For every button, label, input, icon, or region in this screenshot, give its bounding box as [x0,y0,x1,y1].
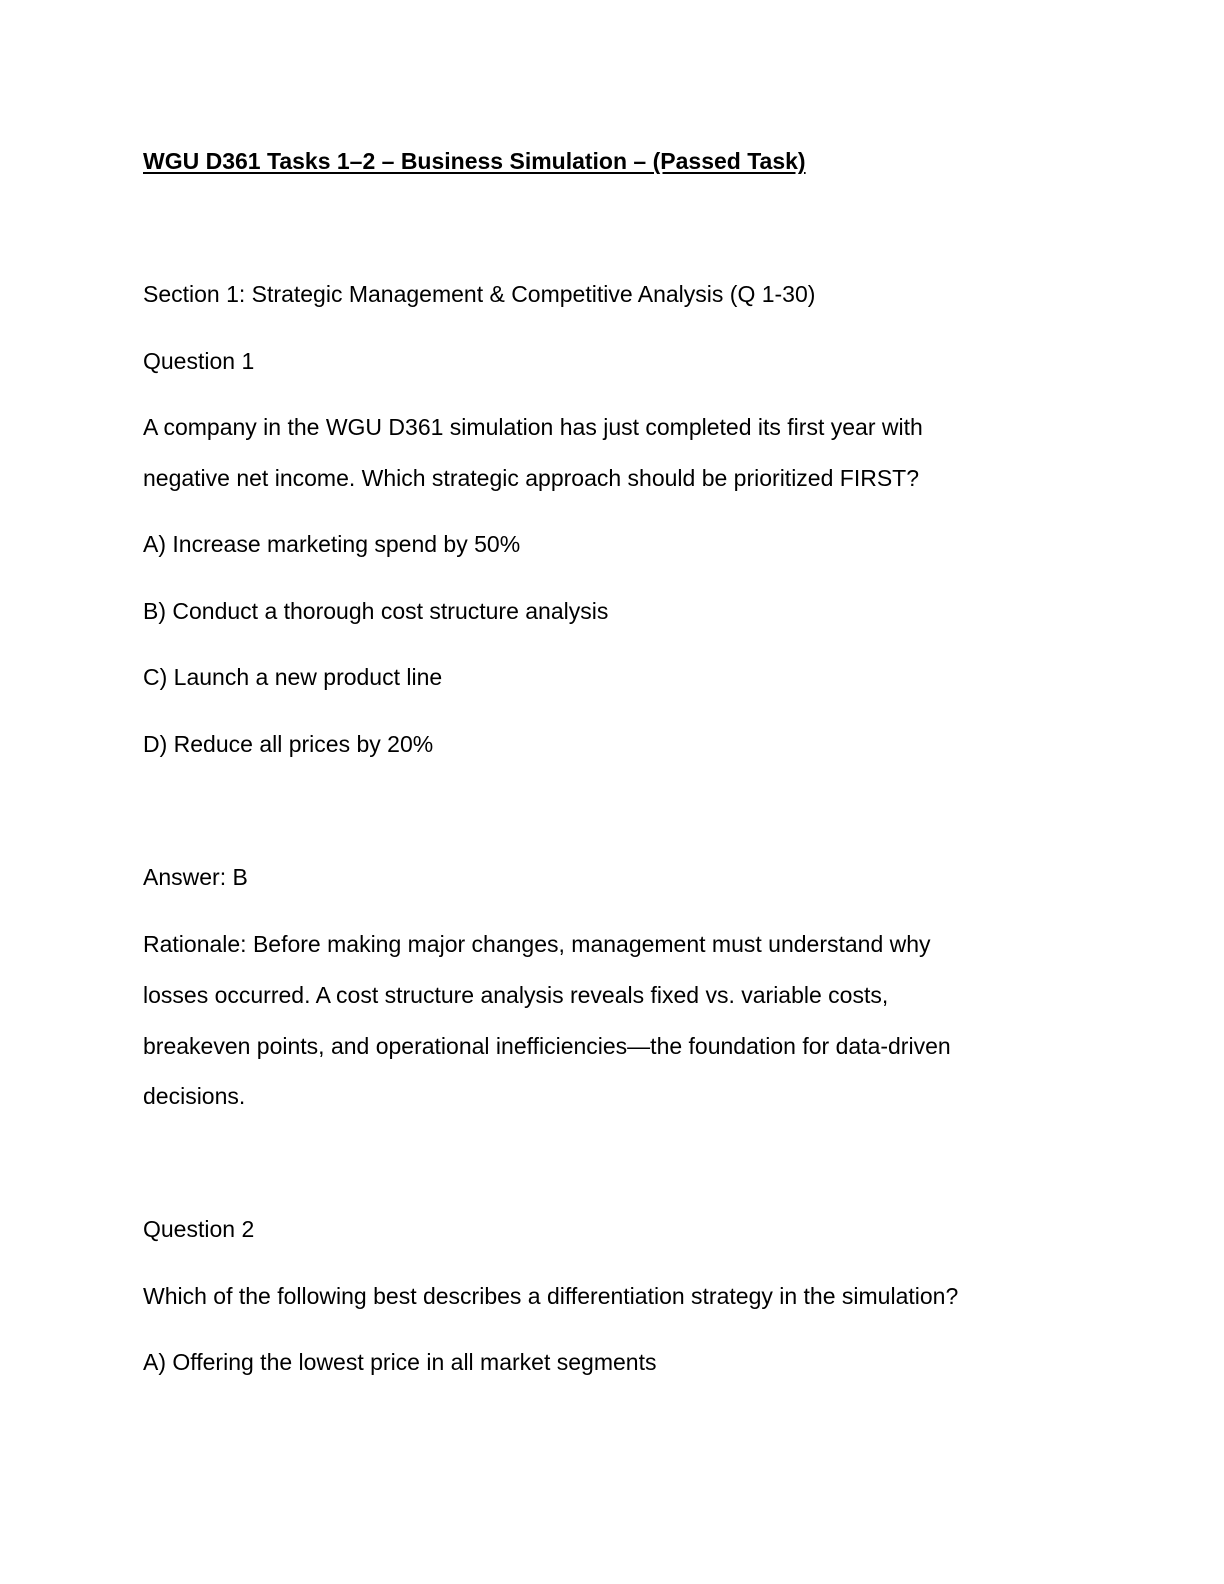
question-1-option-a: A) Increase marketing spend by 50% [143,531,521,557]
question-1-rationale-line-2: losses occurred. A cost structure analysis reveals fixed vs. variable costs, [143,982,889,1008]
question-2-label: Question 2 [143,1216,255,1242]
question-2-option-a: A) Offering the lowest price in all market segments [143,1349,657,1375]
question-1-stem-line-2: negative net income. Which strategic approach should be prioritized FIRST? [143,465,920,491]
question-1-label: Question 1 [143,348,255,374]
question-1-rationale-line-3: breakeven points, and operational inefficiencies—the foundation for data-driven [143,1033,951,1059]
document-title: WGU D361 Tasks 1–2 – Business Simulation – (Passed Task) [143,148,806,174]
question-2-stem-line-1: Which of the following best describes a differentiation strategy in the simulation? [143,1283,959,1309]
question-1-option-b: B) Conduct a thorough cost structure analysis [143,598,609,624]
question-1-answer: Answer: B [143,864,248,890]
question-1-rationale-line-4: decisions. [143,1083,246,1109]
question-1-option-d: D) Reduce all prices by 20% [143,731,434,757]
section-heading: Section 1: Strategic Management & Competitive Analysis (Q 1-30) [143,281,816,307]
question-1-stem-line-1: A company in the WGU D361 simulation has just completed its first year with [143,414,923,440]
question-1-rationale-line-1: Rationale: Before making major changes, management must understand why [143,931,931,957]
question-1-option-c: C) Launch a new product line [143,664,443,690]
